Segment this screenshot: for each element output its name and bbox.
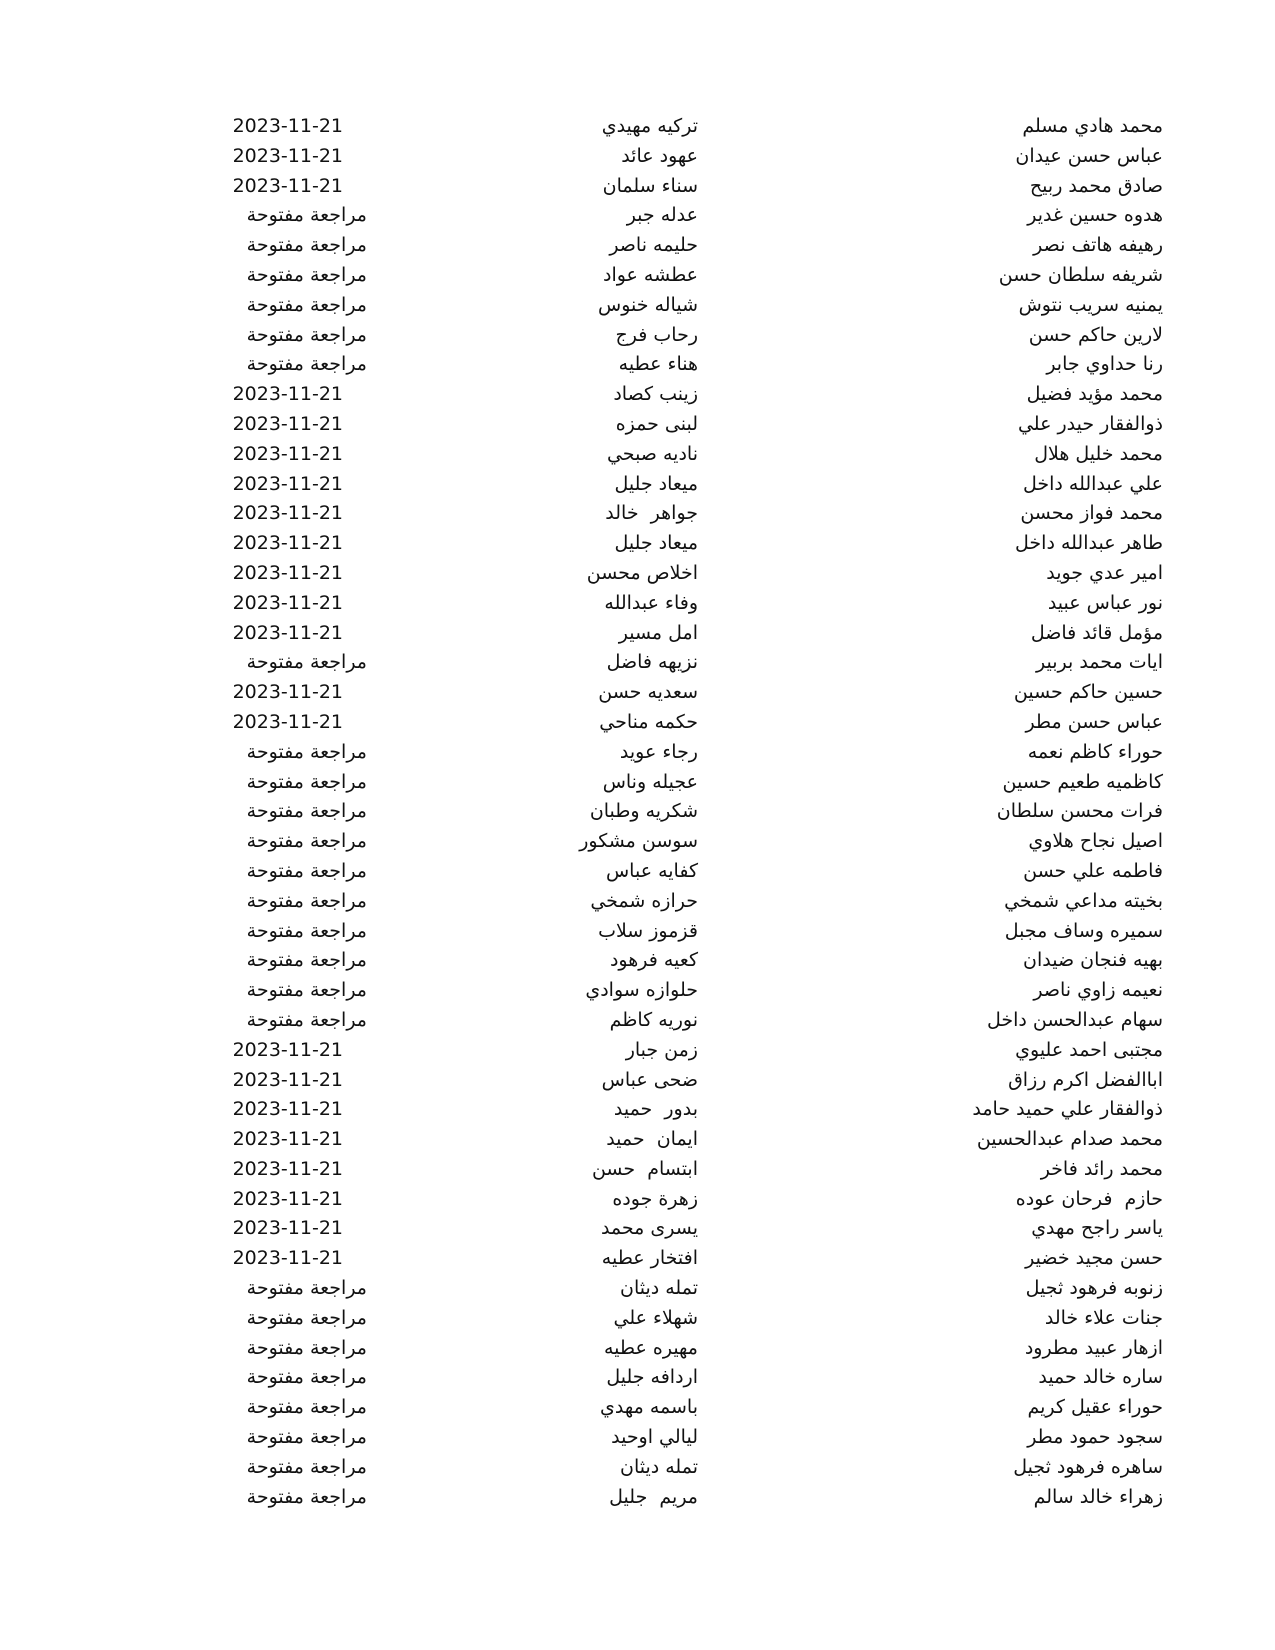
companion-name: رجاء عويد — [619, 740, 698, 763]
companion-name: تركيه مهيدي — [601, 115, 698, 137]
list-item — [0, 589, 1275, 619]
list-item — [0, 797, 1275, 827]
review-status: 2023-11-21 — [232, 591, 343, 614]
list-item — [0, 619, 1275, 649]
companion-name: امل مسير — [618, 621, 698, 644]
review-status: مراجعة مفتوحة — [246, 234, 367, 257]
review-status: مراجعة مفتوحة — [246, 1336, 367, 1359]
companion-name: زينب كصاد — [613, 383, 698, 406]
review-status: مراجعة مفتوحة — [246, 1396, 367, 1419]
review-status: مراجعة مفتوحة — [246, 651, 367, 674]
companion-name: مريم جليل — [609, 1485, 698, 1508]
list-item — [0, 410, 1275, 440]
list-item — [0, 350, 1275, 380]
review-status: مراجعة مفتوحة — [246, 770, 367, 793]
list-item — [0, 1304, 1275, 1334]
list-item — [0, 1095, 1275, 1125]
review-status: 2023-11-21 — [232, 383, 343, 406]
companion-name: بدور حميد — [613, 1098, 698, 1121]
list-item — [0, 380, 1275, 410]
review-status: مراجعة مفتوحة — [246, 859, 367, 882]
companion-name: تمله ديثان — [619, 1455, 698, 1478]
review-status: 2023-11-21 — [232, 621, 343, 644]
review-status: مراجعة مفتوحة — [246, 919, 367, 942]
person-name: ذوالفقار حيدر علي — [1017, 412, 1163, 435]
review-status: 2023-11-21 — [232, 412, 343, 435]
companion-name: حكمه مناحي — [599, 710, 698, 733]
list-item — [0, 1006, 1275, 1036]
companion-name: سوسن مشكور — [579, 830, 698, 853]
person-name: ازهار عبيد مطرود — [1024, 1336, 1163, 1359]
review-status: 2023-11-21 — [232, 1157, 343, 1180]
review-status: مراجعة مفتوحة — [246, 1485, 367, 1508]
companion-name: زهرة جوده — [612, 1187, 698, 1210]
person-name: محمد خليل هلال — [1034, 442, 1163, 465]
companion-name: يسرى محمد — [600, 1217, 698, 1240]
list-item — [0, 648, 1275, 678]
person-name: علي عبدالله داخل — [1022, 472, 1163, 495]
companion-name: عجيله وناس — [602, 770, 698, 793]
person-name: بخيته مداعي شمخي — [1004, 889, 1163, 912]
companion-name: باسمه مهدي — [600, 1396, 698, 1419]
review-status: مراجعة مفتوحة — [246, 1008, 367, 1031]
companion-name: حلوازه سوادي — [585, 979, 698, 1002]
review-status: 2023-11-21 — [232, 1247, 343, 1270]
list-item — [0, 470, 1275, 500]
list-item — [0, 1036, 1275, 1066]
companion-name: لبنى حمزه — [615, 412, 698, 435]
companion-name: نوريه كاظم — [609, 1008, 698, 1031]
person-name: رنا حداوي جابر — [1046, 353, 1163, 376]
person-name: محمد رائد فاخر — [1040, 1157, 1163, 1180]
list-item — [0, 201, 1275, 231]
review-status: 2023-11-21 — [232, 561, 343, 584]
review-status: 2023-11-21 — [232, 1128, 343, 1151]
list-item — [0, 1393, 1275, 1423]
companion-name: جواهر خالد — [605, 502, 698, 525]
companion-name: ابتسام حسن — [591, 1157, 698, 1180]
companion-name: عهود عائد — [621, 144, 698, 167]
review-status: 2023-11-21 — [232, 1217, 343, 1240]
review-status: 2023-11-21 — [232, 1187, 343, 1210]
review-status: مراجعة مفتوحة — [246, 323, 367, 346]
person-name: حسين حاكم حسين — [1013, 681, 1163, 704]
person-name: ايات محمد بربير — [1036, 651, 1163, 674]
person-name: فاطمه علي حسن — [1023, 859, 1163, 882]
person-name: حازم فرحان عوده — [1015, 1187, 1163, 1210]
review-status: 2023-11-21 — [232, 532, 343, 555]
person-name: محمد هادي مسلم — [1022, 115, 1163, 137]
person-name: سجود حمود مطر — [1027, 1426, 1163, 1449]
list-item — [0, 559, 1275, 589]
review-status: 2023-11-21 — [232, 174, 343, 197]
review-status: مراجعة مفتوحة — [246, 1426, 367, 1449]
companion-name: ضحى عباس — [601, 1068, 698, 1091]
person-name: حوراء عقيل كريم — [1027, 1396, 1163, 1419]
list-item — [0, 321, 1275, 351]
companion-name: اردافه جليل — [606, 1366, 698, 1389]
list-item — [0, 917, 1275, 947]
record-list — [0, 112, 1275, 1512]
person-name: ياسر راجح مهدي — [1031, 1217, 1163, 1240]
person-name: نعيمه زاوي ناصر — [1033, 979, 1163, 1002]
person-name: مجتبى احمد عليوي — [1015, 1038, 1163, 1061]
review-status: 2023-11-21 — [232, 144, 343, 167]
list-item — [0, 172, 1275, 202]
companion-name: ميعاد جليل — [614, 472, 698, 495]
list-item — [0, 1453, 1275, 1483]
person-name: امير عدي جويد — [1046, 561, 1163, 584]
person-name: زنوبه فرهود ثجيل — [1025, 1277, 1163, 1300]
review-status: مراجعة مفتوحة — [246, 740, 367, 763]
list-item — [0, 708, 1275, 738]
companion-name: رحاب فرج — [615, 323, 698, 346]
person-name: مؤمل قائد فاضل — [1030, 621, 1163, 644]
list-item — [0, 1066, 1275, 1096]
list-item — [0, 1483, 1275, 1513]
person-name: طاهر عبدالله داخل — [1015, 532, 1163, 555]
companion-name: ايمان حميد — [606, 1128, 698, 1151]
person-name: ذوالفقار علي حميد حامد — [972, 1098, 1163, 1121]
list-item — [0, 1125, 1275, 1155]
person-name: شريفه سلطان حسن — [998, 263, 1163, 286]
list-item — [0, 976, 1275, 1006]
list-item — [0, 1274, 1275, 1304]
review-status: مراجعة مفتوحة — [246, 949, 367, 972]
list-item — [0, 738, 1275, 768]
review-status: مراجعة مفتوحة — [246, 830, 367, 853]
companion-name: تمله ديثان — [619, 1277, 698, 1300]
list-item — [0, 291, 1275, 321]
companion-name: شياله خنوس — [598, 293, 698, 316]
review-status: مراجعة مفتوحة — [246, 263, 367, 286]
person-name: هدوه حسين غدير — [1027, 204, 1163, 227]
review-status: 2023-11-21 — [232, 1068, 343, 1091]
person-name: بهيه فنجان ضيدان — [1023, 949, 1163, 972]
review-status: مراجعة مفتوحة — [246, 1366, 367, 1389]
review-status: مراجعة مفتوحة — [246, 800, 367, 823]
person-name: محمد فواز محسن — [1020, 502, 1163, 525]
companion-name: عطشه عواد — [603, 263, 698, 286]
list-item — [0, 887, 1275, 917]
companion-name: حرازه شمخي — [590, 889, 698, 912]
list-item — [0, 1214, 1275, 1244]
review-status: مراجعة مفتوحة — [246, 1455, 367, 1478]
list-item — [0, 1363, 1275, 1393]
review-status: مراجعة مفتوحة — [246, 1306, 367, 1329]
person-name: ساهره فرهود ثجيل — [1013, 1455, 1163, 1478]
list-item — [0, 1244, 1275, 1274]
companion-name: كفايه عباس — [605, 859, 698, 882]
list-item — [0, 1185, 1275, 1215]
companion-name: شكريه وطبان — [589, 800, 698, 823]
list-item — [0, 1334, 1275, 1364]
companion-name: حليمه ناصر — [609, 234, 698, 257]
list-item — [0, 529, 1275, 559]
companion-name: ليالي اوحيد — [611, 1426, 698, 1449]
person-name: محمد مؤيد فضيل — [1026, 383, 1163, 406]
review-status: مراجعة مفتوحة — [246, 979, 367, 1002]
companion-name: مهيره عطيه — [604, 1336, 698, 1359]
person-name: حسن مجيد خضير — [1025, 1247, 1163, 1270]
list-item — [0, 857, 1275, 887]
review-status: مراجعة مفتوحة — [246, 889, 367, 912]
companion-name: نزيهه فاضل — [606, 651, 698, 674]
companion-name: كعيه فرهود — [609, 949, 698, 972]
review-status: 2023-11-21 — [232, 681, 343, 704]
list-item — [0, 231, 1275, 261]
person-name: محمد صدام عبدالحسين — [976, 1128, 1163, 1151]
person-name: كاظميه طعيم حسين — [1002, 770, 1163, 793]
person-name: يمنيه سريب نتوش — [1018, 293, 1163, 316]
person-name: فرات محسن سلطان — [996, 800, 1163, 823]
list-item — [0, 499, 1275, 529]
list-item — [0, 946, 1275, 976]
person-name: سميره وساف مجبل — [1004, 919, 1163, 942]
list-item — [0, 678, 1275, 708]
review-status: مراجعة مفتوحة — [246, 204, 367, 227]
companion-name: افتخار عطيه — [601, 1247, 698, 1270]
companion-name: وفاء عبدالله — [604, 591, 698, 614]
companion-name: قزموز سلاب — [598, 919, 698, 942]
list-item — [0, 827, 1275, 857]
review-status: 2023-11-21 — [232, 115, 343, 137]
list-item — [0, 1155, 1275, 1185]
list-item — [0, 1423, 1275, 1453]
person-name: جنات علاء خالد — [1044, 1306, 1163, 1329]
list-item — [0, 142, 1275, 172]
person-name: اباالفضل اكرم رزاق — [1008, 1068, 1163, 1091]
companion-name: عدله جبر — [626, 204, 698, 227]
review-status: 2023-11-21 — [232, 442, 343, 465]
person-name: زهراء خالد سالم — [1033, 1485, 1163, 1508]
companion-name: ناديه صبحي — [606, 442, 698, 465]
review-status: مراجعة مفتوحة — [246, 293, 367, 316]
companion-name: اخلاص محسن — [586, 561, 698, 584]
person-name: ساره خالد حميد — [1038, 1366, 1163, 1389]
companion-name: شهلاء علي — [613, 1306, 698, 1329]
review-status: 2023-11-21 — [232, 710, 343, 733]
list-item — [0, 440, 1275, 470]
person-name: حوراء كاظم نعمه — [1027, 740, 1163, 763]
review-status: مراجعة مفتوحة — [246, 353, 367, 376]
companion-name: سناء سلمان — [602, 174, 698, 197]
companion-name: هناء عطيه — [618, 353, 698, 376]
companion-name: ميعاد جليل — [614, 532, 698, 555]
person-name: عباس حسن مطر — [1025, 710, 1163, 733]
person-name: رهيفه هاتف نصر — [1033, 234, 1163, 257]
list-item — [0, 261, 1275, 291]
review-status: 2023-11-21 — [232, 502, 343, 525]
list-item — [0, 768, 1275, 798]
person-name: لارين حاكم حسن — [1028, 323, 1163, 346]
person-name: صادق محمد ربيح — [1029, 174, 1163, 197]
review-status: مراجعة مفتوحة — [246, 1277, 367, 1300]
review-status: 2023-11-21 — [232, 1038, 343, 1061]
companion-name: زمن جبار — [625, 1038, 698, 1061]
person-name: عباس حسن عيدان — [1015, 144, 1163, 167]
review-status: 2023-11-21 — [232, 1098, 343, 1121]
person-name: اصيل نجاح هلاوي — [1028, 830, 1163, 853]
companion-name: سعديه حسن — [598, 681, 698, 704]
review-status: 2023-11-21 — [232, 472, 343, 495]
list-item — [0, 112, 1275, 142]
person-name: سهام عبدالحسن داخل — [987, 1008, 1163, 1031]
person-name: نور عباس عبيد — [1047, 591, 1163, 614]
